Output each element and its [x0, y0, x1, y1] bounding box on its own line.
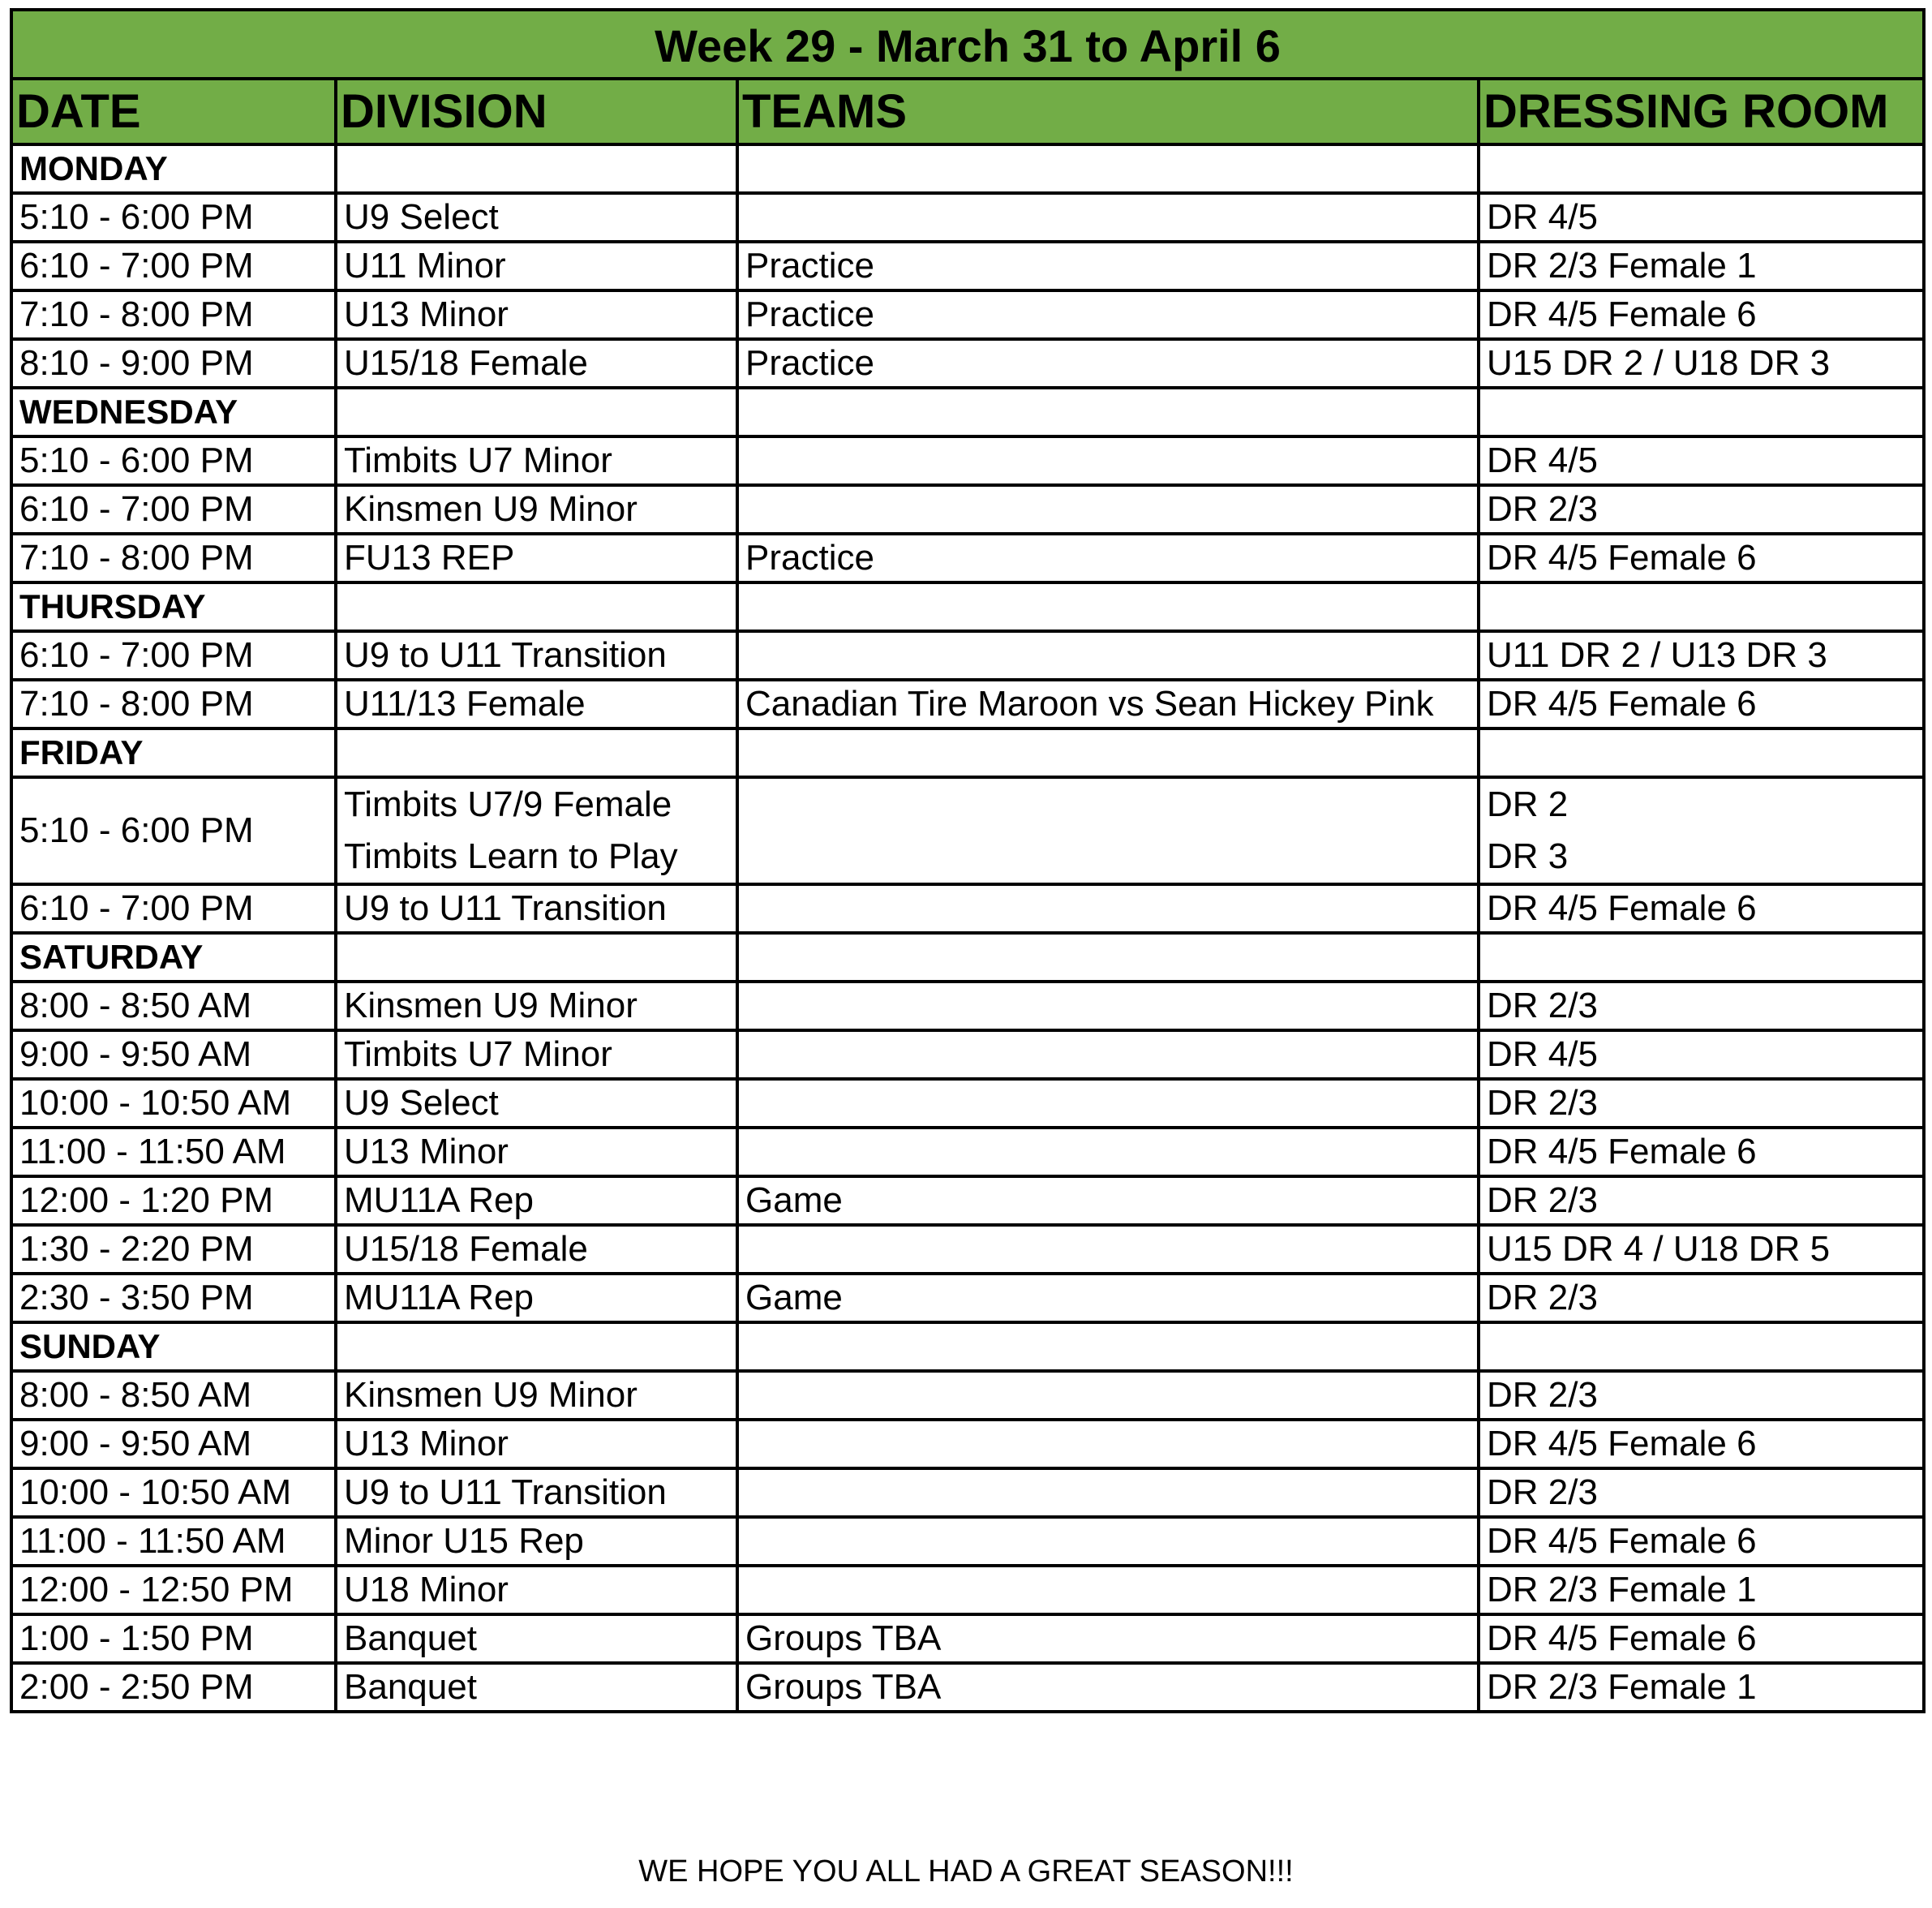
table-row: [11, 1079, 1924, 1128]
teams-cell: [737, 777, 1479, 884]
teams-cell: [737, 193, 1479, 242]
time-cell: 5:10 - 6:00 PM: [11, 777, 336, 884]
table-row: [11, 631, 1924, 680]
table-row: [11, 1663, 1924, 1712]
division-cell: U9 to U11 Transition: [336, 631, 737, 680]
teams-cell: Game: [737, 1176, 1479, 1225]
dressing-room-cell: [1479, 777, 1924, 884]
day-label: MONDAY: [11, 144, 336, 193]
dressing-room-cell: DR 4/5 Female 6: [1479, 884, 1924, 933]
table-row: [11, 680, 1924, 728]
table-row: [11, 1128, 1924, 1176]
division-cell: U15/18 Female: [336, 1225, 737, 1274]
dressing-room-cell: DR 2/3: [1479, 485, 1924, 534]
time-cell: 1:30 - 2:20 PM: [11, 1225, 336, 1274]
dressing-room-cell: DR 2/3 Female 1: [1479, 1566, 1924, 1614]
division-cell: U11 Minor: [336, 242, 737, 290]
dressing-room-line: DR 2: [1487, 784, 1569, 824]
schedule-title: Week 29 - March 31 to April 6: [11, 10, 1924, 79]
empty-cell: [1479, 582, 1924, 631]
division-cell: U18 Minor: [336, 1566, 737, 1614]
division-cell: U9 Select: [336, 193, 737, 242]
division-cell: Timbits U7 Minor: [336, 436, 737, 485]
header-division: DIVISION: [336, 79, 737, 144]
empty-cell: [737, 582, 1479, 631]
table-row: [11, 884, 1924, 933]
division-cell: MU11A Rep: [336, 1274, 737, 1322]
teams-cell: Practice: [737, 339, 1479, 388]
dressing-room-cell: DR 2/3 Female 1: [1479, 242, 1924, 290]
division-cell: [336, 777, 737, 884]
time-cell: 5:10 - 6:00 PM: [11, 436, 336, 485]
teams-cell: [737, 1128, 1479, 1176]
dressing-room-cell: DR 4/5: [1479, 1030, 1924, 1079]
table-row: [11, 193, 1924, 242]
teams-cell: [737, 1030, 1479, 1079]
empty-cell: [336, 728, 737, 777]
dressing-room-cell: U11 DR 2 / U13 DR 3: [1479, 631, 1924, 680]
dressing-room-cell: DR 2/3: [1479, 1371, 1924, 1420]
division-cell: U15/18 Female: [336, 339, 737, 388]
dressing-room-cell: DR 4/5 Female 6: [1479, 680, 1924, 728]
teams-cell: Groups TBA: [737, 1614, 1479, 1663]
dressing-room-cell: DR 4/5: [1479, 193, 1924, 242]
header-row: [11, 79, 1924, 144]
division-cell: FU13 REP: [336, 534, 737, 582]
division-cell: U9 Select: [336, 1079, 737, 1128]
table-row: [11, 534, 1924, 582]
day-label: FRIDAY: [11, 728, 336, 777]
time-cell: 8:00 - 8:50 AM: [11, 1371, 336, 1420]
division-line: Timbits Learn to Play: [344, 836, 678, 876]
division-cell: Timbits U7 Minor: [336, 1030, 737, 1079]
dressing-room-cell: DR 2/3: [1479, 1176, 1924, 1225]
teams-cell: [737, 1079, 1479, 1128]
footer-message: WE HOPE YOU ALL HAD A GREAT SEASON!!!: [638, 1854, 1294, 1889]
table-row: [11, 1176, 1924, 1225]
division-cell: MU11A Rep: [336, 1176, 737, 1225]
table-row: [11, 485, 1924, 534]
day-row: [11, 582, 1924, 631]
empty-cell: [1479, 1322, 1924, 1371]
header-date: DATE: [11, 79, 336, 144]
empty-cell: [336, 933, 737, 982]
dressing-room-line: DR 3: [1487, 836, 1569, 876]
teams-cell: Groups TBA: [737, 1663, 1479, 1712]
time-cell: 6:10 - 7:00 PM: [11, 485, 336, 534]
division-cell: U9 to U11 Transition: [336, 884, 737, 933]
empty-cell: [1479, 144, 1924, 193]
teams-cell: [737, 982, 1479, 1030]
day-row: [11, 933, 1924, 982]
table-row: [11, 1614, 1924, 1663]
time-cell: 6:10 - 7:00 PM: [11, 884, 336, 933]
empty-cell: [737, 728, 1479, 777]
division-cell: U11/13 Female: [336, 680, 737, 728]
division-cell: Banquet: [336, 1663, 737, 1712]
schedule-body: [11, 144, 1924, 1712]
day-row: [11, 728, 1924, 777]
time-cell: 7:10 - 8:00 PM: [11, 534, 336, 582]
teams-cell: [737, 1566, 1479, 1614]
day-row: [11, 388, 1924, 436]
division-cell: U13 Minor: [336, 1128, 737, 1176]
dressing-room-cell: DR 4/5: [1479, 436, 1924, 485]
dressing-room-cell: DR 4/5 Female 6: [1479, 534, 1924, 582]
header-dressing-room: DRESSING ROOM: [1479, 79, 1924, 144]
day-label: SUNDAY: [11, 1322, 336, 1371]
table-row: [11, 1274, 1924, 1322]
time-cell: 7:10 - 8:00 PM: [11, 290, 336, 339]
time-cell: 6:10 - 7:00 PM: [11, 242, 336, 290]
division-cell: U13 Minor: [336, 1420, 737, 1468]
division-cell: Kinsmen U9 Minor: [336, 982, 737, 1030]
table-row: [11, 1420, 1924, 1468]
division-line: Timbits U7/9 Female: [344, 784, 672, 824]
teams-cell: [737, 631, 1479, 680]
table-row: [11, 290, 1924, 339]
time-cell: 1:00 - 1:50 PM: [11, 1614, 336, 1663]
teams-cell: [737, 1225, 1479, 1274]
table-row: [11, 339, 1924, 388]
division-cell: U13 Minor: [336, 290, 737, 339]
division-cell: Kinsmen U9 Minor: [336, 1371, 737, 1420]
time-cell: 12:00 - 1:20 PM: [11, 1176, 336, 1225]
dressing-room-cell: DR 4/5 Female 6: [1479, 1517, 1924, 1566]
table-row: [11, 1468, 1924, 1517]
time-cell: 2:30 - 3:50 PM: [11, 1274, 336, 1322]
time-cell: 8:00 - 8:50 AM: [11, 982, 336, 1030]
empty-cell: [737, 1322, 1479, 1371]
time-cell: 12:00 - 12:50 PM: [11, 1566, 336, 1614]
teams-cell: [737, 436, 1479, 485]
empty-cell: [737, 933, 1479, 982]
dressing-room-cell: DR 4/5 Female 6: [1479, 290, 1924, 339]
time-cell: 9:00 - 9:50 AM: [11, 1030, 336, 1079]
empty-cell: [336, 388, 737, 436]
table-row: [11, 777, 1924, 884]
dressing-room-cell: DR 2/3 Female 1: [1479, 1663, 1924, 1712]
division-cell: Minor U15 Rep: [336, 1517, 737, 1566]
day-label: WEDNESDAY: [11, 388, 336, 436]
teams-cell: Practice: [737, 290, 1479, 339]
time-cell: 6:10 - 7:00 PM: [11, 631, 336, 680]
time-cell: 7:10 - 8:00 PM: [11, 680, 336, 728]
dressing-room-cell: U15 DR 4 / U18 DR 5: [1479, 1225, 1924, 1274]
empty-cell: [1479, 388, 1924, 436]
empty-cell: [336, 144, 737, 193]
time-cell: 10:00 - 10:50 AM: [11, 1468, 336, 1517]
table-row: [11, 242, 1924, 290]
time-cell: 10:00 - 10:50 AM: [11, 1079, 336, 1128]
dressing-room-cell: DR 2/3: [1479, 1274, 1924, 1322]
title-row: [11, 10, 1924, 79]
time-cell: 8:10 - 9:00 PM: [11, 339, 336, 388]
time-cell: 2:00 - 2:50 PM: [11, 1663, 336, 1712]
empty-cell: [336, 582, 737, 631]
table-row: [11, 1566, 1924, 1614]
table-row: [11, 1225, 1924, 1274]
teams-cell: [737, 1420, 1479, 1468]
day-label: THURSDAY: [11, 582, 336, 631]
header-teams: TEAMS: [737, 79, 1479, 144]
schedule-sheet: [10, 8, 1922, 1713]
table-row: [11, 436, 1924, 485]
teams-cell: [737, 884, 1479, 933]
dressing-room-cell: DR 4/5 Female 6: [1479, 1128, 1924, 1176]
empty-cell: [336, 1322, 737, 1371]
empty-cell: [737, 144, 1479, 193]
teams-cell: [737, 1371, 1479, 1420]
teams-cell: [737, 1517, 1479, 1566]
teams-cell: Practice: [737, 242, 1479, 290]
table-row: [11, 1517, 1924, 1566]
table-row: [11, 1030, 1924, 1079]
division-cell: Kinsmen U9 Minor: [336, 485, 737, 534]
table-row: [11, 982, 1924, 1030]
day-row: [11, 144, 1924, 193]
teams-cell: [737, 485, 1479, 534]
day-label: SATURDAY: [11, 933, 336, 982]
division-cell: Banquet: [336, 1614, 737, 1663]
teams-cell: Practice: [737, 534, 1479, 582]
day-row: [11, 1322, 1924, 1371]
empty-cell: [1479, 933, 1924, 982]
empty-cell: [737, 388, 1479, 436]
dressing-room-cell: DR 4/5 Female 6: [1479, 1420, 1924, 1468]
dressing-room-cell: U15 DR 2 / U18 DR 3: [1479, 339, 1924, 388]
teams-cell: Game: [737, 1274, 1479, 1322]
empty-cell: [1479, 728, 1924, 777]
time-cell: 11:00 - 11:50 AM: [11, 1128, 336, 1176]
teams-cell: Canadian Tire Maroon vs Sean Hickey Pink: [737, 680, 1479, 728]
schedule-table: [10, 8, 1926, 1713]
teams-cell: [737, 1468, 1479, 1517]
division-cell: U9 to U11 Transition: [336, 1468, 737, 1517]
time-cell: 11:00 - 11:50 AM: [11, 1517, 336, 1566]
dressing-room-cell: DR 2/3: [1479, 1468, 1924, 1517]
dressing-room-cell: DR 2/3: [1479, 982, 1924, 1030]
time-cell: 5:10 - 6:00 PM: [11, 193, 336, 242]
time-cell: 9:00 - 9:50 AM: [11, 1420, 336, 1468]
table-row: [11, 1371, 1924, 1420]
dressing-room-cell: DR 2/3: [1479, 1079, 1924, 1128]
dressing-room-cell: DR 4/5 Female 6: [1479, 1614, 1924, 1663]
